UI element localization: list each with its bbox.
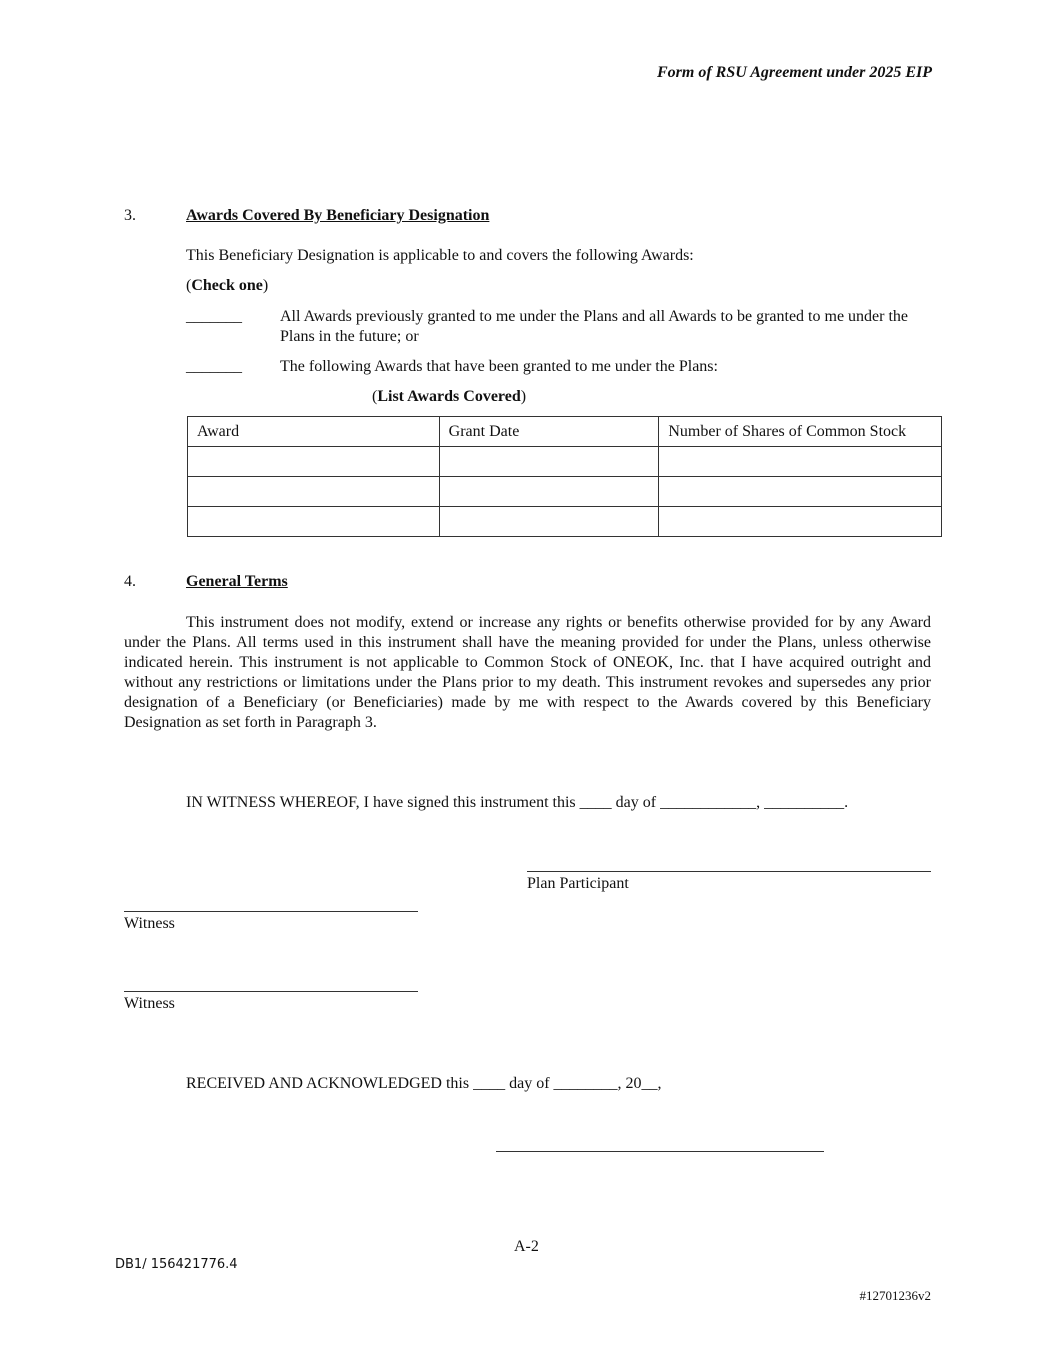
table-header-row <box>188 417 942 447</box>
page-number: A-2 <box>514 1238 539 1255</box>
check-one-instruction: (Check one) <box>186 277 269 294</box>
shares-cell[interactable] <box>659 447 942 477</box>
grant-date-cell[interactable] <box>439 447 659 477</box>
witness-1-signature-line[interactable] <box>124 911 418 912</box>
received-clause: RECEIVED AND ACKNOWLEDGED this ____ day of ________, 20__, <box>186 1075 662 1092</box>
shares-cell[interactable] <box>659 507 942 537</box>
header-number-of-shares: Number of Shares of Common Stock <box>659 417 942 447</box>
participant-signature-line[interactable] <box>527 871 931 872</box>
section-4-number: 4. <box>124 573 136 590</box>
document-header-title: Form of RSU Agreement under 2025 EIP <box>657 64 932 81</box>
list-awards-label: List Awards Covered <box>377 388 521 405</box>
header-award: Award <box>188 417 440 447</box>
section-3-title: Awards Covered By Beneficiary Designation <box>186 207 490 224</box>
award-cell[interactable] <box>188 507 440 537</box>
section-4-title: General Terms <box>186 573 288 590</box>
general-terms-paragraph: This instrument does not modify, extend or increase any rights or benefits otherwise provided for by any Award under the Plans. All terms used in this instrument shall have the meaning provided for under the Plans, unless otherwise indicated herein. This instrument is not applicable to Common Stock of ONEOK, Inc. that I have acquired outright and without any restrictions or limitations under the Plans prior to my death. This instrument revokes and supersedes any prior designation of a Beneficiary (or Beneficiaries) made by me with respect to the Awards covered by this Beneficiary Designation as set forth in Paragraph 3. <box>124 614 931 731</box>
option-2-text: The following Awards that have been granted to me under the Plans: <box>280 358 718 375</box>
table-row <box>188 507 942 537</box>
shares-cell[interactable] <box>659 477 942 507</box>
awards-table <box>187 416 942 537</box>
section-3-number: 3. <box>124 207 136 224</box>
grant-date-cell[interactable] <box>439 507 659 537</box>
option-1-blank[interactable]: _______ <box>186 308 242 325</box>
document-reference: #12701236v2 <box>859 1288 931 1303</box>
witness-2-label: Witness <box>124 995 175 1012</box>
award-cell[interactable] <box>188 447 440 477</box>
grant-date-cell[interactable] <box>439 477 659 507</box>
check-one-label: Check one <box>191 277 263 294</box>
witness-1-label: Witness <box>124 915 175 932</box>
plan-participant-label: Plan Participant <box>527 875 629 892</box>
witness-2-signature-line[interactable] <box>124 991 418 992</box>
table-row <box>188 477 942 507</box>
document-id: DB1/ 156421776.4 <box>115 1257 238 1272</box>
witness-clause: IN WITNESS WHEREOF, I have signed this instrument this ____ day of ____________, __________. <box>186 794 849 811</box>
table-row <box>188 447 942 477</box>
header-grant-date: Grant Date <box>439 417 659 447</box>
acknowledgement-signature-line[interactable] <box>496 1151 824 1152</box>
option-2-blank[interactable]: _______ <box>186 358 242 375</box>
option-1-text: All Awards previously granted to me under the Plans and all Awards to be granted to me under the Plans in the future; or <box>280 308 909 345</box>
award-cell[interactable] <box>188 477 440 507</box>
section-3-intro: This Beneficiary Designation is applicable to and covers the following Awards: <box>186 247 694 264</box>
list-awards-instruction: (List Awards Covered) <box>372 388 527 405</box>
